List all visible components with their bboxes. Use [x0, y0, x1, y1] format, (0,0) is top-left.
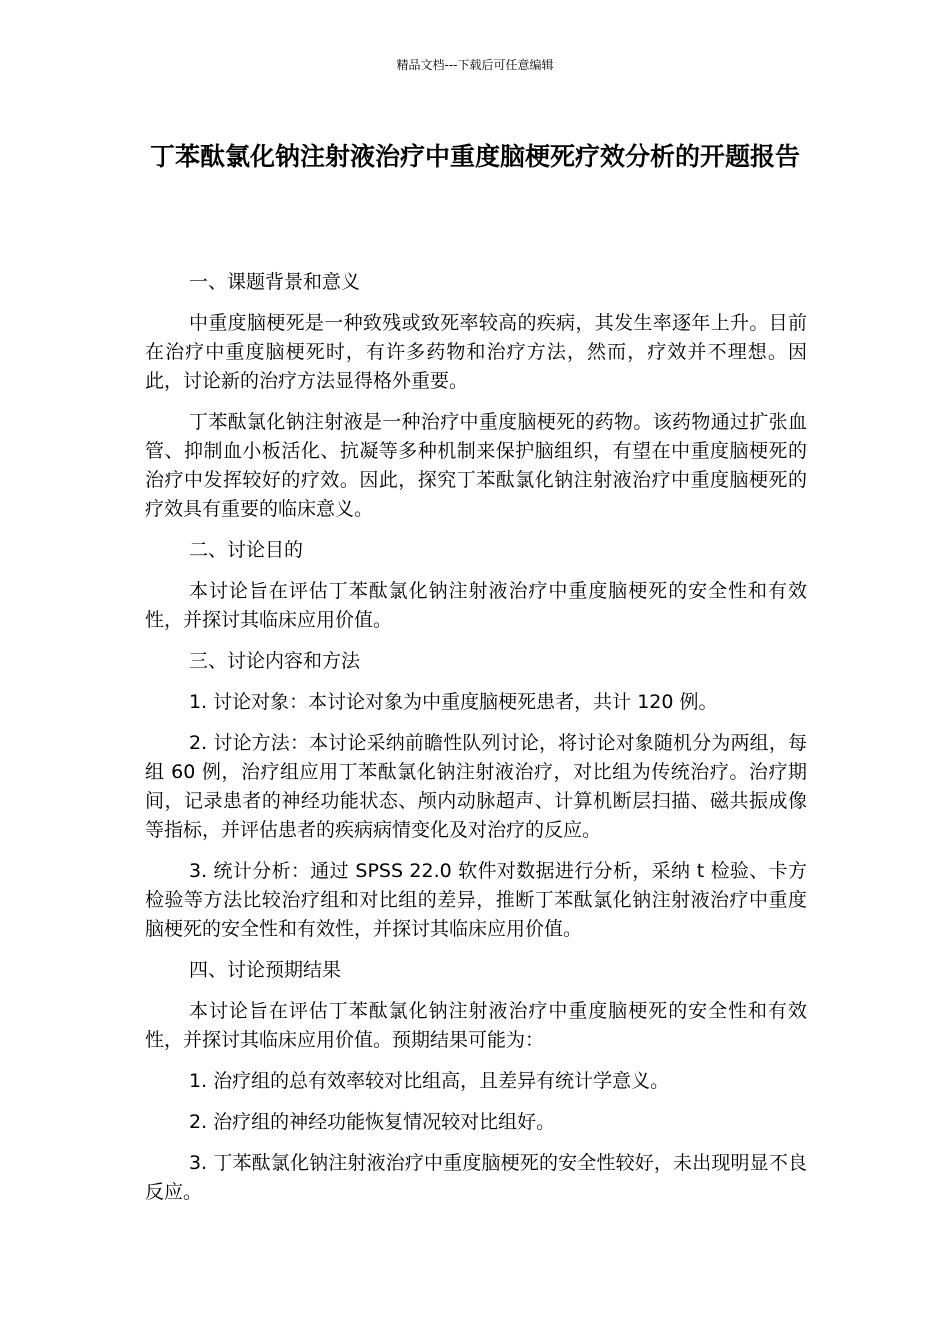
- paragraph-background-1: 中重度脑梗死是一种致残或致死率较高的疾病，其发生率逐年上升。目前在治疗中重度脑梗死时，有许多药物和治疗方法，然而，疗效并不理想。因此，讨论新的治疗方法显得格外重要。: [145, 312, 807, 392]
- page-header-watermark: 精品文档---下载后可任意编辑: [396, 58, 554, 72]
- document-title: 丁苯酞氯化钠注射液治疗中重度脑梗死疗效分析的开题报告: [149, 142, 800, 171]
- section-heading-expected-results: 四、讨论预期结果: [189, 959, 342, 981]
- list-item-result-3: 3. 丁苯酞氯化钠注射液治疗中重度脑梗死的安全性较好，未出现明显不良反应。: [145, 1152, 807, 1203]
- section-heading-methods: 三、讨论内容和方法: [189, 650, 361, 672]
- list-item-statistics: 3. 统计分析：通过 SPSS 22.0 软件对数据进行分析，采纳 t 检验、卡方检验等方法比较治疗组和对比组的差异，推断丁苯酞氯化钠注射液治疗中重度脑梗死的安全性和有效性，并探讨其临床应用价值。: [145, 860, 807, 940]
- document-body: [145, 268, 807, 1219]
- paragraph-background-2: 丁苯酞氯化钠注射液是一种治疗中重度脑梗死的药物。该药物通过扩张血管、抑制血小板活化、抗凝等多种机制来保护脑组织，有望在中重度脑梗死的治疗中发挥较好的疗效。因此，探究丁苯酞氯化钠注射液治疗中重度脑梗死的疗效具有重要的临床意义。: [145, 411, 807, 520]
- list-item-subjects: 1. 讨论对象：本讨论对象为中重度脑梗死患者，共计 120 例。: [189, 691, 718, 713]
- section-heading-background: 一、课题背景和意义: [189, 271, 361, 293]
- paragraph-purpose: 本讨论旨在评估丁苯酞氯化钠注射液治疗中重度脑梗死的安全性和有效性，并探讨其临床应用价值。: [145, 580, 807, 631]
- section-heading-purpose: 二、讨论目的: [189, 539, 304, 561]
- list-item-result-2: 2. 治疗组的神经功能恢复情况较对比组好。: [189, 1111, 556, 1133]
- paragraph-expected-results: 本讨论旨在评估丁苯酞氯化钠注射液治疗中重度脑梗死的安全性和有效性，并探讨其临床应用价值。预期结果可能为：: [145, 1000, 807, 1051]
- list-item-method: 2. 讨论方法：本讨论采纳前瞻性队列讨论，将讨论对象随机分为两组，每组 60 例，治疗组应用丁苯酞氯化钠注射液治疗，对比组为传统治疗。治疗期间，记录患者的神经功能状态、颅内动脉超声、计算机断层扫描、磁共振成像等指标，并评估患者的疾病病情变化及对治疗的反应。: [145, 732, 807, 841]
- list-item-result-1: 1. 治疗组的总有效率较对比组高，且差异有统计学意义。: [189, 1070, 670, 1092]
